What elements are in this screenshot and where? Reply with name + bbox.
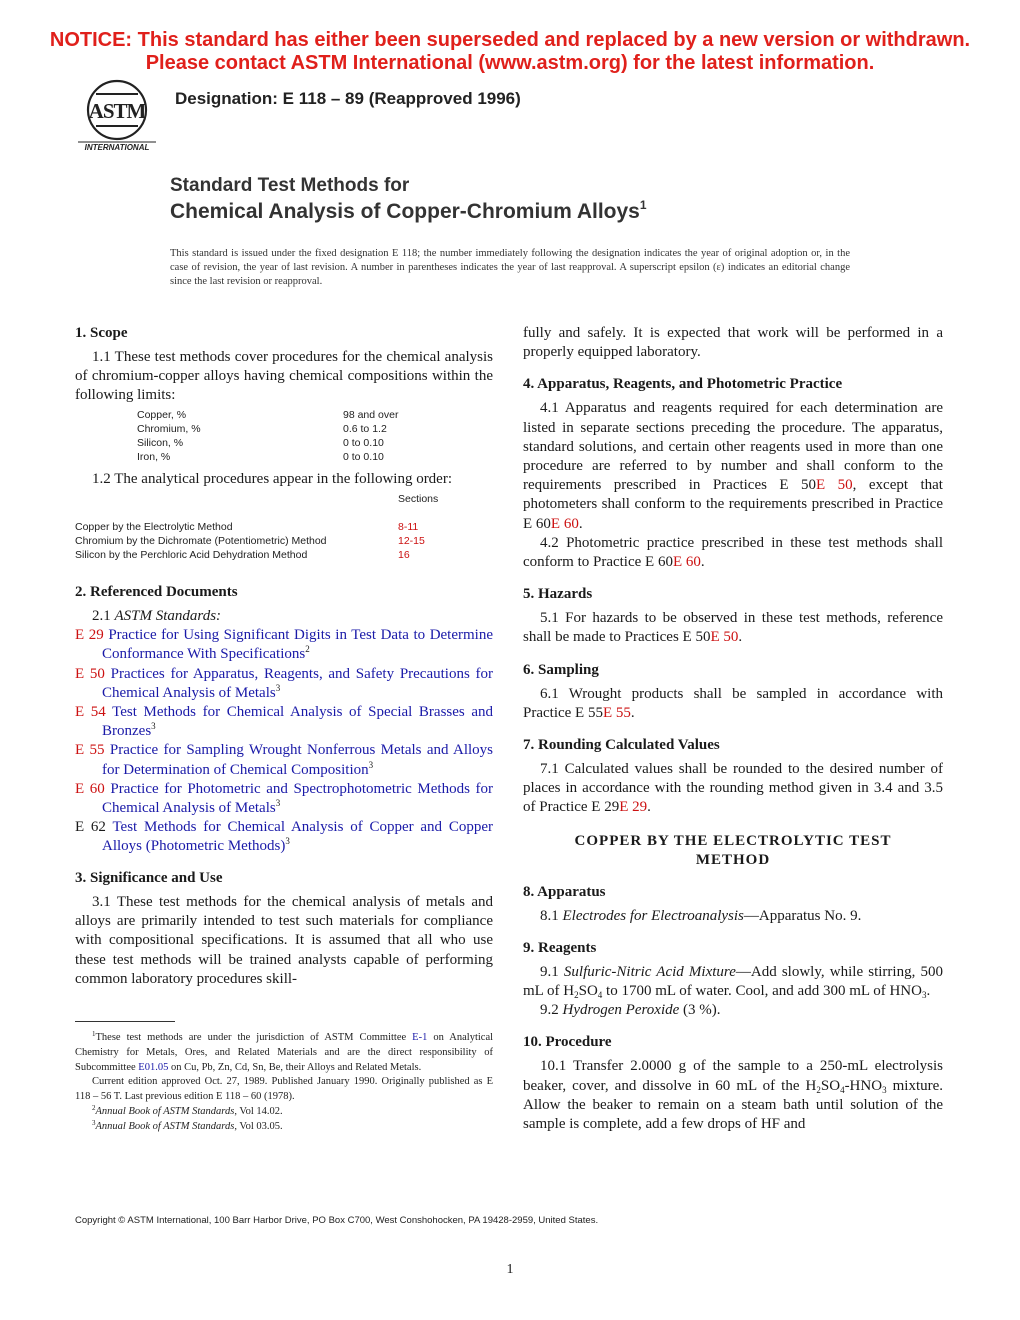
designation: Designation: E 118 – 89 (Reapproved 1996): [175, 89, 521, 108]
rounding-heading: 7. Rounding Calculated Values: [523, 737, 720, 754]
composition-limits-table: [137, 408, 398, 464]
apparatus-reagents-heading: 4. Apparatus, Reagents, and Photometric Practice: [523, 376, 843, 393]
reference-item: [75, 626, 493, 664]
procedure-sections-link[interactable]: 16: [398, 548, 410, 561]
e29-link[interactable]: E 29: [619, 799, 648, 816]
limits-element: Silicon, %: [137, 436, 184, 449]
astm-logo: [72, 78, 162, 152]
limits-range: 0 to 0.10: [343, 450, 384, 463]
procedure-10-1: 10.1 Transfer 2.0000 g of the sample to a 250-mL electrolysis beaker, cover, and dissolve in 60 mL of the $H_2SO_4-HNO_3$ mixture. Allow the beaker to remain on a steam bath until solution of the sample is complete, add a few drops of HF and: [523, 1058, 944, 1133]
reference-item: [75, 665, 493, 703]
reference-item: [75, 818, 493, 856]
limits-range: 0.6 to 1.2: [343, 422, 387, 435]
reagents-9-2: 9.2 Hydrogen Peroxide (3 %).: [540, 1002, 721, 1019]
copper-method-heading: COPPER BY THE ELECTROLYTIC TEST METHOD: [574, 832, 892, 868]
reference-footnote-mark: 3: [151, 721, 156, 732]
apparatus-4-1: 4.1 Apparatus and reagents required for each determination are listed in separate sections preceding the procedure. The apparatus, standard solutions, and certain other reagents used in more than one procedure are referred to by number and shall conform to the requirements prescribed in Practices E 50E 50, except that photometers shall conform to the requirements prescribed in Practice E 60E 60.: [523, 400, 943, 532]
reference-list: [75, 626, 493, 856]
footnote-1: $^1$These test methods are under the jurisdiction of ASTM Committee E-1 on Analytical Chemistry for Metals, Ores, and Related Materials and are the direct responsibility of Subcommittee E01.05 on Cu, Pb, Zn, Cd, Sn, Be, their Alloys and Related Metals.: [75, 1030, 494, 1073]
procedure-name: Silicon by the Perchloric Acid Dehydration Method: [75, 548, 308, 561]
scope-section: [75, 324, 493, 562]
procedure-sections-link[interactable]: 8-11: [398, 520, 419, 533]
e50-link[interactable]: E 50: [710, 629, 739, 646]
reference-footnote-mark: 3: [275, 682, 281, 693]
reference-code-link[interactable]: E 62: [75, 819, 106, 836]
refdocs-2-1: [75, 607, 493, 626]
apparatus-8-heading: 8. Apparatus: [523, 883, 606, 900]
sampling-6-1: 6.1 Wrought products shall be sampled in accordance with Practice E 55E 55.: [523, 685, 943, 721]
limits-row: [137, 450, 398, 464]
significance-heading: 3. Significance and Use: [75, 870, 223, 886]
reference-footnote-mark: 3: [275, 798, 281, 809]
procedure-row: [75, 548, 425, 562]
limits-element: Copper, %: [137, 408, 187, 421]
reference-title-link[interactable]: Practice for Using Significant Digits in Test Data to Determine Conformance With Specifications: [102, 627, 493, 663]
refdocs-2-1-num: 2.1: [92, 608, 111, 624]
notice-line-2: Please contact ASTM International (www.astm.org) for the latest information.: [145, 52, 875, 74]
e60-link[interactable]: E 60: [550, 515, 579, 532]
reference-item: [75, 741, 493, 779]
apparatus-4-2: 4.2 Photometric practice prescribed in these test methods shall conform to Practice E 60E 60.: [523, 534, 943, 571]
astm-logo-icon: [72, 78, 162, 152]
reference-code-link[interactable]: E 60: [75, 780, 105, 797]
scope-1-2: 1.2 The analytical procedures appear in the following order:: [92, 470, 453, 487]
sections-header: Sections: [398, 492, 439, 505]
scope-heading: 1. Scope: [75, 325, 128, 341]
title-line-1: Standard Test Methods for: [170, 175, 410, 196]
reference-code-link[interactable]: E 50: [75, 665, 105, 682]
hazards-heading: 5. Hazards: [523, 586, 593, 603]
apparatus-8-1: 8.1 Electrodes for Electroanalysis—Apparatus No. 9.: [540, 907, 862, 924]
reference-title-link[interactable]: Practice for Photometric and Spectrophotometric Methods for Chemical Analysis of Metals: [102, 780, 493, 817]
reference-title-link[interactable]: Practice for Sampling Wrought Nonferrous Metals and Alloys for Determination of Chemical Composition: [102, 742, 494, 778]
rounding-7-1: 7.1 Calculated values shall be rounded to the desired number of places in accordance with the rounding method given in 3.4 and 3.5 of Practice E 29E 29.: [523, 761, 943, 816]
reference-item: [75, 780, 493, 818]
sampling-heading: 6. Sampling: [523, 661, 599, 678]
logo-mark-text: ASTM: [88, 99, 146, 123]
procedures-table: [75, 520, 425, 562]
limits-range: 0 to 0.10: [343, 436, 384, 449]
e60-link[interactable]: E 60: [672, 554, 701, 571]
procedure-sections-link[interactable]: 12-15: [398, 534, 425, 547]
reagents-9-1: 9.1 Sulfuric-Nitric Acid Mixture—Add slowly, while stirring, 500 mL of $H_2SO_4$ to 1700 mL of water. Cool, and add 300 mL of $HNO_3$.: [523, 963, 943, 1001]
subcommittee-e0105-link[interactable]: E01.05: [138, 1061, 169, 1073]
limits-range: 98 and over: [343, 408, 399, 421]
e55-link[interactable]: E 55: [602, 704, 631, 721]
limits-element: Chromium, %: [137, 422, 201, 435]
scope-1-1: 1.1 These test methods cover procedures for the chemical analysis of chromium-copper alloys having chemical compositions within the following limits:: [75, 349, 493, 404]
limits-row: [137, 436, 398, 450]
reference-code-link[interactable]: E 55: [75, 742, 105, 759]
committee-e1-link[interactable]: E-1: [412, 1032, 428, 1043]
significance-section: [75, 869, 493, 989]
reference-footnote-mark: 3: [285, 836, 290, 847]
significance-3-1-continued: fully and safely. It is expected that work will be performed in a properly equipped laboratory.: [523, 325, 943, 361]
logo-sub-text: INTERNATIONAL: [84, 143, 150, 152]
reference-code-link[interactable]: E 54: [75, 704, 106, 721]
reference-title-link[interactable]: Practices for Apparatus, Reagents, and Safety Precautions for Chemical Analysis of Metals: [102, 665, 494, 701]
procedure-name: Chromium by the Dichromate (Potentiometric) Method: [75, 534, 327, 547]
notice-line-1: NOTICE: This standard has either been superseded and replaced by a new version or withdrawn.: [49, 29, 971, 51]
reference-item: [75, 703, 493, 741]
title-text: Chemical Analysis of Copper-Chromium Alloys: [170, 200, 640, 223]
right-column: [523, 324, 943, 1134]
reference-title-link[interactable]: Test Methods for Chemical Analysis of Special Brasses and Bronzes: [102, 704, 494, 740]
footnote-rule: [75, 1021, 175, 1022]
footnote-1-edition: Current edition approved Oct. 27, 1989. Published January 1990. Originally published as E 118 – 56 T. Last previous edition E 118 – 60 (1978).: [75, 1076, 493, 1103]
issued-note: This standard is issued under the fixed designation E 118; the number immediately following the designation indicates the year of original adoption or, in the case of revision, the year of last revision. A number in parentheses indicates the year of last reapproval. A superscript epsilon (ε) indicates an editorial change since the last revision or reapproval.: [170, 248, 850, 287]
limits-row: [137, 408, 398, 422]
reference-footnote-mark: 3: [368, 759, 374, 770]
refdocs-2-1-title: ASTM Standards:: [114, 608, 222, 624]
limits-row: [137, 422, 398, 436]
reference-footnote-mark: 2: [305, 644, 310, 655]
significance-3-1: 3.1 These test methods for the chemical analysis of metals and alloys are primarily intended to test such materials for compliance with compositional specifications. It is assumed that all who use these test methods will be trained analysts capable of performing common laboratory procedures skill-: [75, 894, 493, 987]
footnotes: [75, 1031, 493, 1135]
title-footnote-mark: 1: [639, 198, 647, 212]
fn1-mark: 1: [92, 1030, 96, 1038]
title-line-2: [170, 198, 647, 224]
hazards-5-1: 5.1 For hazards to be observed in these test methods, reference shall be made to Practices E 50E 50.: [523, 610, 943, 646]
e50-link[interactable]: E 50: [816, 477, 853, 494]
refdocs-heading: 2. Referenced Documents: [75, 584, 238, 600]
procedure-row: [75, 534, 425, 548]
reagents-heading: 9. Reagents: [523, 939, 597, 956]
page-number: 1: [506, 1262, 514, 1277]
footnote-2: $^2$Annual Book of ASTM Standards, Vol 14.02.: [92, 1103, 283, 1117]
copyright: Copyright © ASTM International, 100 Barr Harbor Drive, PO Box C700, West Conshohocken, PA 19428-2959, United States.: [75, 1215, 599, 1226]
reference-code-link[interactable]: E 29: [75, 627, 104, 644]
procedure-row: [75, 520, 425, 534]
refdocs-section: [75, 583, 493, 857]
procedure-name: Copper by the Electrolytic Method: [75, 520, 233, 533]
limits-element: Iron, %: [137, 450, 171, 463]
reference-title-link[interactable]: Test Methods for Chemical Analysis of Copper and Copper Alloys (Photometric Methods): [102, 819, 493, 855]
footnote-3: $^3$Annual Book of ASTM Standards, Vol 03.05.: [92, 1118, 283, 1132]
procedure-heading: 10. Procedure: [523, 1034, 612, 1051]
